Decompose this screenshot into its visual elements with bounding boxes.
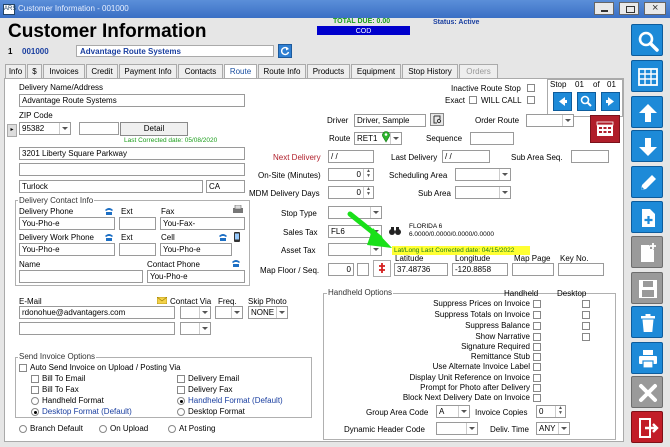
pencil-icon: [636, 171, 660, 195]
invoice-copies-label: Invoice Copies: [475, 408, 528, 417]
work-phone-field[interactable]: You-Pho-e: [19, 243, 115, 256]
tab-label: Route: [229, 67, 252, 76]
asset-tax-label: Asset Tax: [281, 246, 316, 255]
row-pointer-icon: ▸: [7, 124, 17, 137]
inactive-route-stop-checkbox[interactable]: [527, 84, 535, 92]
tab-label: Info: [8, 67, 23, 76]
key-no-field[interactable]: [558, 263, 604, 276]
refresh-button[interactable]: [278, 44, 292, 58]
desktop-format-default-radio[interactable]: [31, 408, 39, 416]
onsite-label: On-Site (Minutes): [258, 171, 321, 180]
detail-button-label: Detail: [143, 124, 165, 133]
map-page-field[interactable]: [512, 263, 554, 276]
cell-label: Cell: [161, 233, 175, 242]
key-no-label: Key No.: [560, 254, 589, 263]
arrow-down-icon: [636, 135, 660, 159]
chevron-down-icon: [558, 423, 569, 434]
desktop-checkbox[interactable]: [582, 311, 590, 319]
onsite-field[interactable]: [328, 168, 374, 181]
delivery-phone-field[interactable]: You-Pho-e: [19, 217, 115, 230]
latlong-corrected-text: Lat/Long Last Corrected date: 04/15/2022: [394, 247, 515, 254]
bill-to-fax-label: Bill To Fax: [42, 385, 79, 394]
invoice-copies-field[interactable]: [536, 405, 566, 418]
tab-orders[interactable]: [459, 64, 498, 78]
mdm-value: 0: [356, 188, 361, 197]
close-icon: ×: [652, 2, 659, 14]
sub-area-seq-field[interactable]: [571, 150, 609, 163]
last-corrected-date: Last Corrected date: 05/08/2020: [124, 137, 218, 144]
next-stop-button[interactable]: [601, 92, 620, 111]
handheld-checkbox[interactable]: [533, 343, 541, 351]
branch-default-radio[interactable]: [19, 425, 27, 433]
map-seq-field[interactable]: [357, 263, 369, 276]
ext2-field[interactable]: [119, 243, 156, 256]
last-delivery-label: Last Delivery: [391, 153, 438, 162]
close-button[interactable]: [644, 2, 666, 15]
tab-label: Orders: [466, 67, 491, 76]
ext-label: Ext: [121, 207, 133, 216]
sub-area-seq-label: Sub Area Seq.: [511, 153, 563, 162]
route-value: RET1: [357, 134, 378, 143]
option-label: Remittance Stub: [470, 352, 530, 361]
handheld-checkbox[interactable]: [533, 311, 541, 319]
will-call-label: WILL CALL: [481, 96, 522, 105]
mobile-icon[interactable]: [233, 232, 241, 242]
map-floor-field[interactable]: [328, 263, 354, 276]
dynamic-header-code-select[interactable]: [436, 422, 478, 435]
tab-dollar[interactable]: [27, 64, 42, 78]
grid-icon: [636, 65, 660, 89]
option-label: Show Narrative: [475, 332, 530, 341]
invoice-copies-value: 0: [539, 407, 544, 416]
tab-payment-info[interactable]: [119, 64, 177, 78]
driver-field[interactable]: Driver, Sample: [354, 114, 426, 127]
order-route-label: Order Route: [475, 116, 520, 125]
chevron-down-icon: [562, 115, 573, 126]
customer-id: 001000: [22, 47, 49, 56]
handheld-option-row: [471, 352, 530, 361]
freq-label: Freq.: [218, 297, 237, 306]
contact-via-select[interactable]: [180, 306, 211, 319]
handheld-option-row: [420, 383, 530, 392]
map-floor-value: 0: [346, 265, 351, 274]
ext2-label: Ext: [121, 233, 133, 242]
handheld-checkbox[interactable]: [533, 333, 541, 341]
sales-tax-label: Sales Tax: [283, 228, 318, 237]
desktop-checkbox[interactable]: [582, 300, 590, 308]
chevron-down-icon: [499, 187, 510, 198]
copy-document-icon: [636, 241, 660, 265]
auto-send-label: Auto Send Invoice on Upload / Posting Via: [30, 363, 181, 372]
inactive-route-stop-label: Inactive Route Stop: [451, 84, 521, 93]
exit-button[interactable]: [631, 411, 663, 443]
option-label: Suppress Prices on Invoice: [433, 299, 530, 308]
tax-name: FLORIDA 6: [409, 223, 443, 230]
of-value: 01: [607, 80, 616, 89]
group-area-value: A: [439, 407, 445, 416]
tab-info[interactable]: [5, 64, 26, 78]
city-field[interactable]: Turlock: [19, 180, 203, 193]
at-posting-label: At Posting: [179, 424, 216, 433]
arrow-up-icon: [636, 101, 660, 125]
tab-label: Equipment: [356, 67, 396, 76]
freq-select[interactable]: [215, 306, 243, 319]
handheld-option-row: [433, 299, 530, 308]
detail-button[interactable]: [120, 122, 188, 136]
arrow-right-icon: [602, 93, 619, 110]
handheld-checkbox[interactable]: [533, 353, 541, 361]
desktop-checkbox[interactable]: [582, 333, 590, 341]
latitude-label: Latitude: [395, 254, 424, 263]
tab-label: Stop History: [408, 67, 452, 76]
skip-photo-select[interactable]: [248, 306, 288, 319]
route-select[interactable]: [354, 132, 402, 145]
contact-phone-field[interactable]: You-Pho-e: [147, 270, 245, 283]
option-label: Suppress Totals on Invoice: [434, 310, 530, 319]
page-title: Customer Information: [8, 21, 207, 42]
chevron-down-icon: [466, 423, 477, 434]
sub-area-select[interactable]: [455, 186, 511, 199]
envelope-icon[interactable]: [157, 297, 167, 304]
trash-icon: [636, 311, 660, 335]
search-icon: [578, 93, 595, 110]
delivery-name-field[interactable]: Advantage Route Systems: [19, 94, 245, 107]
tab-stop-history[interactable]: [402, 64, 458, 78]
handheld-format-label: Handheld Format: [42, 396, 104, 405]
tab-label: Route Info: [263, 67, 301, 76]
option-label: Use Alternate Invoice Label: [432, 362, 530, 371]
total-due: TOTAL DUE: 0.00: [333, 18, 391, 25]
stop-type-label: Stop Type: [281, 209, 317, 218]
auto-send-checkbox[interactable]: [19, 364, 27, 372]
minimize-button[interactable]: [594, 2, 614, 15]
move-down-button[interactable]: [631, 130, 663, 162]
edit-button[interactable]: [631, 166, 663, 198]
state-field[interactable]: CA: [206, 180, 245, 193]
sub-area-label: Sub Area: [418, 189, 451, 198]
desktop-column-header: Desktop: [557, 289, 587, 298]
spinner-icon: ▲ ▼: [363, 169, 373, 180]
address-line2-field[interactable]: [19, 163, 245, 176]
exact-checkbox[interactable]: [469, 96, 477, 104]
record-number: 1: [8, 47, 13, 56]
skip-photo-value: NONE: [251, 308, 275, 317]
bill-to-email-checkbox[interactable]: [31, 375, 39, 383]
fax-label: Fax: [161, 207, 175, 216]
email-field[interactable]: rdonohue@advantagers.com: [19, 306, 175, 319]
handheld-checkbox[interactable]: [533, 394, 541, 402]
will-call-checkbox[interactable]: [527, 96, 535, 104]
map-button[interactable]: [373, 260, 391, 277]
chevron-down-icon: [499, 169, 510, 180]
handheld-format-radio[interactable]: [31, 397, 39, 405]
tab-route-info[interactable]: [258, 64, 306, 78]
dynamic-header-code-label: Dynamic Header Code: [344, 425, 425, 434]
delivery-work-phone-label: Delivery Work Phone: [19, 233, 94, 242]
handheld-format-default-radio[interactable]: [177, 397, 185, 405]
handheld-option-row: [433, 362, 530, 371]
delivery-fax-checkbox[interactable]: [177, 386, 185, 394]
fax-icon[interactable]: [232, 205, 244, 214]
cancel-button[interactable]: [631, 376, 663, 408]
delivery-contact-section-label: Delivery Contact Info: [19, 196, 94, 205]
calendar-button[interactable]: [590, 115, 620, 143]
handheld-format-default-label: Handheld Format (Default): [188, 396, 283, 405]
delivery-name-label: Delivery Name/Address: [19, 83, 104, 92]
title-bar: [0, 0, 670, 18]
address-field[interactable]: 3201 Liberty Square Parkway: [19, 147, 245, 160]
handheld-column-header: Handheld: [504, 289, 539, 298]
longitude-label: Longitude: [455, 254, 491, 263]
delivery-email-checkbox[interactable]: [177, 375, 185, 383]
calendar-icon: [591, 116, 619, 142]
handheld-option-row: [465, 321, 530, 330]
scheduling-area-select[interactable]: [455, 168, 511, 181]
handheld-option-row: [409, 373, 530, 382]
delivery-fax-label: Delivery Fax: [188, 385, 233, 394]
tab-products[interactable]: [307, 64, 350, 78]
handheld-option-row: [475, 332, 530, 341]
move-up-button[interactable]: [631, 96, 663, 128]
contact-name-field[interactable]: [19, 270, 143, 283]
status-label: Status: Active: [433, 19, 480, 26]
refresh-icon: [279, 45, 291, 57]
branch-default-label: Branch Default: [30, 424, 83, 433]
of-label: of: [593, 80, 600, 89]
at-posting-radio[interactable]: [168, 425, 176, 433]
window-title: Customer Information - 001000: [18, 4, 129, 13]
cell-field[interactable]: You-Pho-e: [160, 243, 232, 256]
new-document-icon: [636, 206, 660, 230]
chevron-down-icon: [199, 307, 210, 318]
bill-to-email-label: Bill To Email: [42, 374, 86, 383]
chevron-down-icon: [458, 406, 469, 417]
handheld-options-label: Handheld Options: [328, 288, 393, 297]
tab-label: $: [32, 67, 37, 76]
printer-icon: [636, 347, 660, 371]
deliv-time-value: ANY: [539, 424, 556, 433]
driver-lookup-button[interactable]: [430, 113, 444, 126]
maximize-button[interactable]: [619, 2, 639, 15]
customer-name-bar: [76, 45, 274, 57]
handheld-checkbox[interactable]: [533, 322, 541, 330]
map-floor-seq-label: Map Floor / Seq.: [260, 266, 320, 275]
mdm-delivery-days-label: MDM Delivery Days: [249, 189, 320, 198]
phone-icon[interactable]: [104, 233, 114, 241]
tab-route[interactable]: [224, 64, 257, 79]
exact-label: Exact: [445, 96, 466, 105]
on-upload-label: On Upload: [110, 424, 149, 433]
lookup-icon: [431, 114, 443, 125]
handheld-option-row: [435, 310, 530, 319]
desktop-checkbox[interactable]: [582, 322, 590, 330]
contact-phone-label: Contact Phone: [147, 260, 200, 269]
fax-field[interactable]: You-Fax-: [160, 217, 245, 230]
option-label: Block Next Delivery Date on Invoice: [402, 393, 530, 402]
stop-value: 01: [575, 80, 584, 89]
order-route-select[interactable]: [526, 114, 574, 127]
next-delivery-label: Next Delivery: [273, 153, 321, 162]
tab-contacts[interactable]: [178, 64, 223, 78]
chevron-down-icon: [390, 133, 401, 144]
spinner-icon: ▲ ▼: [363, 187, 373, 198]
desktop-format-default-label: Desktop Format (Default): [42, 407, 132, 416]
deliv-time-select[interactable]: [536, 422, 570, 435]
handheld-checkbox[interactable]: [533, 384, 541, 392]
tab-invoices[interactable]: [43, 64, 85, 78]
scheduling-area-label: Scheduling Area: [389, 171, 448, 180]
save-icon: [636, 277, 660, 301]
ext-field[interactable]: [119, 217, 156, 230]
search-icon: [636, 29, 660, 53]
chevron-down-icon: [199, 323, 210, 334]
contact-via-label: Contact Via: [170, 297, 212, 306]
send-invoice-section-label: Send Invoice Options: [19, 352, 96, 361]
cod-badge: [317, 26, 410, 35]
new-record-button[interactable]: [631, 201, 663, 233]
handheld-option-row: [403, 393, 530, 402]
search-stop-button[interactable]: [577, 92, 596, 111]
close-icon: [636, 381, 660, 405]
desktop-format-radio[interactable]: [177, 408, 185, 416]
handheld-checkbox[interactable]: [533, 374, 541, 382]
sales-tax-value: FL6: [331, 227, 345, 236]
annotation-arrow-icon: [340, 208, 400, 252]
zip-code-label: ZIP Code: [19, 111, 53, 120]
contact-name-label: Name: [19, 260, 41, 269]
zip-code-field[interactable]: [19, 122, 71, 135]
option-label: Signature Required: [461, 342, 530, 351]
handheld-option-row: [461, 342, 530, 351]
email-label: E-Mail: [19, 297, 42, 306]
tax-rates: 6.0000/0.0000/0.0000/0.0000: [409, 231, 494, 238]
grid-button[interactable]: [631, 60, 663, 92]
route-label: Route: [329, 134, 351, 143]
deliv-time-label: Deliv. Time: [490, 425, 529, 434]
map-marker-icon: [374, 261, 390, 276]
sequence-field[interactable]: [470, 132, 514, 145]
copy-record-button[interactable]: [631, 236, 663, 268]
tab-credit[interactable]: [86, 64, 118, 78]
tab-label: Credit: [91, 67, 113, 76]
email-extra-field[interactable]: [19, 322, 175, 335]
map-page-label: Map Page: [514, 254, 551, 263]
zip-code-value: 95382: [22, 124, 45, 133]
cod-label: COD: [355, 28, 372, 35]
option-label: Display Unit Reference on Invoice: [409, 373, 530, 382]
chevron-down-icon: [231, 307, 242, 318]
delivery-email-label: Delivery Email: [188, 374, 240, 383]
bill-to-fax-checkbox[interactable]: [31, 386, 39, 394]
search-button[interactable]: [631, 24, 663, 56]
skip-photo-label: Skip Photo: [248, 297, 287, 306]
next-delivery-field[interactable]: / /: [328, 150, 374, 163]
zip-extra-field[interactable]: [79, 122, 119, 135]
handheld-checkbox[interactable]: [533, 363, 541, 371]
group-area-code-label: Group Area Code: [366, 408, 429, 417]
tab-label: Invoices: [49, 67, 79, 76]
save-button[interactable]: [631, 272, 663, 304]
phone-icon[interactable]: [104, 207, 114, 215]
app-icon: ARS: [3, 4, 15, 15]
phone-icon[interactable]: [231, 259, 241, 267]
tab-label: Contacts: [184, 67, 217, 76]
chevron-down-icon: [59, 123, 70, 134]
mdm-delivery-days-field[interactable]: [328, 186, 374, 199]
latitude-field[interactable]: 37.48736: [394, 263, 448, 276]
phone-icon[interactable]: [218, 233, 228, 241]
stop-label: Stop: [550, 80, 567, 89]
tab-label: Payment Info: [124, 67, 172, 76]
customer-name: Advantage Route Systems: [80, 47, 181, 56]
onsite-value: 0: [356, 170, 361, 179]
tab-equipment[interactable]: [351, 64, 401, 78]
print-button[interactable]: [631, 342, 663, 374]
delivery-phone-label: Delivery Phone: [19, 207, 74, 216]
group-area-code-select[interactable]: [436, 405, 470, 418]
longitude-field[interactable]: -120.8858: [452, 263, 508, 276]
map-pin-icon[interactable]: [381, 130, 391, 143]
spinner-icon: ▲ ▼: [555, 406, 565, 417]
chevron-down-icon: [276, 307, 287, 318]
option-label: Prompt for Photo after Delivery: [420, 383, 530, 392]
arrow-left-icon: [554, 93, 571, 110]
tab-label: Products: [312, 67, 345, 76]
option-label: Suppress Balance: [465, 321, 530, 330]
desktop-format-label: Desktop Format: [188, 407, 245, 416]
last-delivery-field[interactable]: / /: [442, 150, 490, 163]
on-upload-radio[interactable]: [99, 425, 107, 433]
prev-stop-button[interactable]: [553, 92, 572, 111]
contact-via-select-2[interactable]: [180, 322, 211, 335]
handheld-checkbox[interactable]: [533, 300, 541, 308]
sequence-label: Sequence: [426, 134, 463, 143]
delete-button[interactable]: [631, 306, 663, 338]
exit-icon: [636, 416, 660, 440]
driver-label: Driver: [327, 116, 349, 125]
